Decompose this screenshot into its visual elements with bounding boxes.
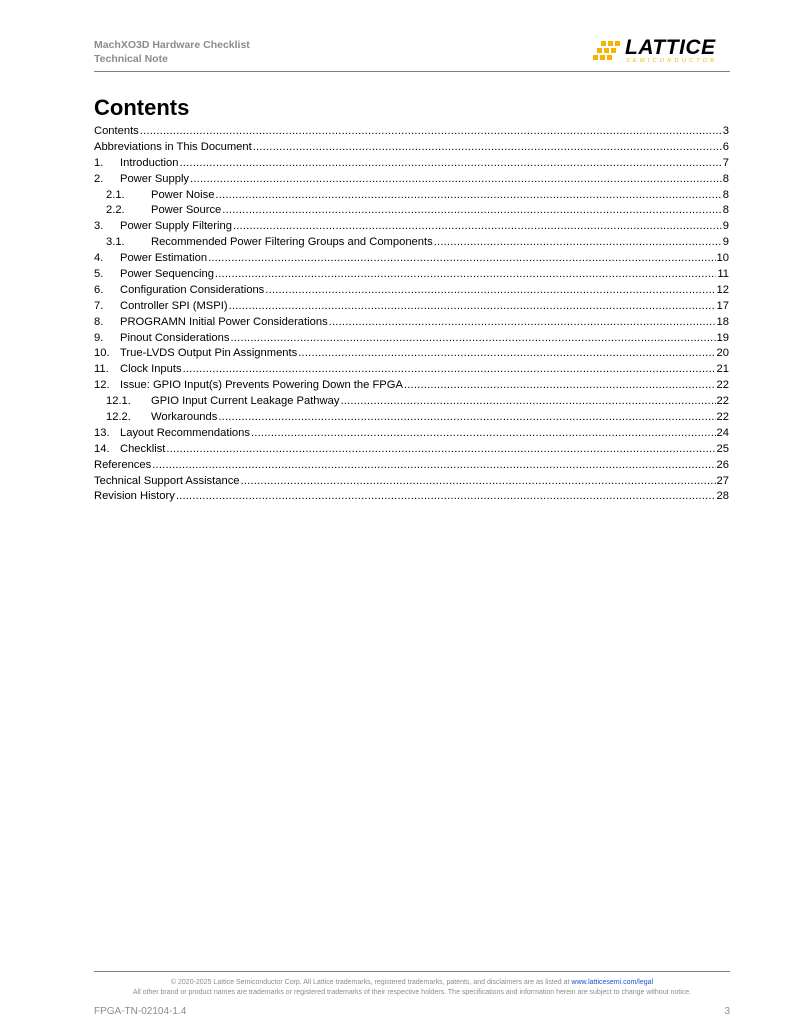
toc-entry-title: Pinout Considerations <box>120 331 230 344</box>
toc-entry-number: 6. <box>94 283 104 296</box>
toc-entry-number: 9. <box>94 331 104 344</box>
document-id: FPGA-TN-02104-1.4 <box>94 1006 187 1017</box>
toc-dot-leader <box>152 458 715 474</box>
toc-dot-leader <box>166 442 715 458</box>
toc-entry[interactable] <box>94 299 729 315</box>
toc-entry[interactable] <box>94 426 729 442</box>
logo-subtext: SEMICONDUCTOR <box>626 58 718 64</box>
toc-entry-number: 11. <box>94 363 109 376</box>
toc-entry[interactable] <box>94 458 729 474</box>
toc-dot-leader <box>233 219 722 235</box>
toc-entry-number: 3.1. <box>106 236 125 249</box>
lattice-logo <box>593 38 730 66</box>
toc-entry-title: Power Noise <box>151 188 215 201</box>
toc-entry-page: 26 <box>716 458 729 471</box>
toc-entry-title: Issue: GPIO Input(s) Prevents Powering Down the FPGA <box>120 379 403 392</box>
toc-entry-page: 10 <box>716 252 729 265</box>
toc-entry[interactable] <box>94 378 729 394</box>
toc-entry[interactable] <box>94 172 729 188</box>
toc-entry[interactable] <box>94 442 729 458</box>
toc-entry[interactable] <box>94 283 729 299</box>
toc-entry-title: Clock Inputs <box>120 363 182 376</box>
toc-entry[interactable] <box>94 203 729 219</box>
page-number: 3 <box>724 1006 730 1017</box>
toc-dot-leader <box>229 299 716 315</box>
toc-entry-title: Contents <box>94 125 139 137</box>
toc-entry-title: Abbreviations in This Document <box>94 140 252 153</box>
footer-legal-line-2: All other brand or product names are trademarks or registered trademarks of their respective holders. The specifications and information herein are subject to change without notice. <box>132 989 692 996</box>
toc-entry-page: 22 <box>716 411 729 424</box>
toc-entry[interactable] <box>94 346 729 362</box>
logo-wordmark: LATTICE <box>625 36 716 59</box>
toc-entry-title: Configuration Considerations <box>120 283 265 296</box>
toc-entry[interactable] <box>94 410 729 426</box>
toc-entry-page: 19 <box>716 331 729 344</box>
toc-entry[interactable] <box>94 235 729 251</box>
toc-entry-page: 8 <box>722 188 729 201</box>
toc-entry[interactable] <box>94 331 729 347</box>
toc-dot-leader <box>230 331 715 347</box>
toc-entry-page: 3 <box>722 125 729 137</box>
toc-dot-leader <box>208 251 715 267</box>
toc-dot-leader <box>340 394 715 410</box>
toc-entry-page: 25 <box>716 442 729 455</box>
toc-entry-number: 2.2. <box>106 204 125 217</box>
toc-entry[interactable] <box>94 489 729 505</box>
toc-dot-leader <box>265 283 715 299</box>
toc-entry-number: 13. <box>94 426 110 439</box>
toc-entry[interactable] <box>94 219 729 235</box>
toc-entry-number: 10. <box>94 347 110 360</box>
toc-entry-number: 14. <box>94 442 110 455</box>
toc-entry-page: 11 <box>717 268 729 281</box>
toc-entry-title: Controller SPI (MSPI) <box>120 299 228 312</box>
toc-entry-title: Workarounds <box>151 411 218 424</box>
toc-entry-title: Power Supply Filtering <box>120 220 232 233</box>
toc-entry-title: GPIO Input Current Leakage Pathway <box>151 395 340 408</box>
toc-dot-leader <box>215 267 716 283</box>
toc-entry-title: Recommended Power Filtering Groups and Components <box>151 236 433 249</box>
toc-dot-leader <box>218 410 715 426</box>
toc-entry-page: 8 <box>722 204 729 217</box>
toc-entry[interactable] <box>94 474 729 490</box>
toc-dot-leader <box>176 489 716 505</box>
document-title: MachXO3D Hardware Checklist <box>94 39 250 51</box>
legal-link[interactable]: www.latticesemi.com/legal <box>571 979 654 986</box>
toc-entry-page: 18 <box>716 315 729 328</box>
toc-dot-leader <box>298 346 715 362</box>
toc-entry-page: 17 <box>716 299 729 312</box>
toc-entry-number: 7. <box>94 299 104 312</box>
toc-entry-title: PROGRAMN Initial Power Considerations <box>120 315 328 328</box>
toc-entry[interactable] <box>94 156 729 172</box>
toc-entry-number: 12. <box>94 379 110 392</box>
footer-legal-line-1 <box>94 978 730 988</box>
toc-entry-title: True-LVDS Output Pin Assignments <box>120 347 298 360</box>
toc-entry-page: 24 <box>716 426 729 439</box>
toc-entry-title: Technical Support Assistance <box>94 474 240 487</box>
toc-entry-page: 28 <box>716 490 729 503</box>
toc-entry[interactable] <box>94 140 729 156</box>
toc-entry-title: Layout Recommendations <box>120 426 250 439</box>
toc-dot-leader <box>434 235 722 251</box>
document-header <box>94 38 250 66</box>
toc-entry-number: 2.1. <box>106 188 125 201</box>
toc-entry-page: 21 <box>716 363 729 376</box>
toc-entry[interactable] <box>94 362 729 378</box>
document-subtitle: Technical Note <box>94 53 168 65</box>
toc-entry[interactable] <box>94 394 729 410</box>
toc-entry-number: 12.1. <box>106 395 131 408</box>
toc-entry-title: Power Estimation <box>120 252 208 265</box>
toc-entry-number: 8. <box>94 315 104 328</box>
toc-dot-leader <box>241 474 716 490</box>
toc-dot-leader <box>253 140 722 156</box>
toc-entry-title: Power Source <box>151 204 222 217</box>
toc-entry[interactable] <box>94 315 729 331</box>
toc-entry-page: 27 <box>716 474 729 487</box>
toc-entry-page: 9 <box>722 220 729 233</box>
toc-entry-number: 12.2. <box>106 411 131 424</box>
toc-entry-title: References <box>94 458 152 471</box>
toc-entry-page: 7 <box>722 156 729 169</box>
toc-dot-leader <box>140 124 722 140</box>
toc-entry-page: 22 <box>716 395 729 408</box>
toc-entry-title: Revision History <box>94 490 175 503</box>
toc-entry-page: 22 <box>716 379 729 392</box>
toc-entry-number: 1. <box>94 156 104 169</box>
toc-entry-page: 20 <box>716 347 729 360</box>
toc-entry-page: 9 <box>722 236 729 249</box>
toc-dot-leader <box>183 362 716 378</box>
footer-divider <box>94 971 730 972</box>
lattice-grid-icon <box>593 41 623 62</box>
footer-legal-text: © 2020-2025 Lattice Semiconductor Corp. All Lattice trademarks, registered trademarks, patents, and disclaimers are as listed at <box>170 979 570 986</box>
toc-entry-page: 12 <box>716 283 729 296</box>
toc-entry-number: 2. <box>94 172 104 185</box>
toc-dot-leader <box>404 378 716 394</box>
toc-entry[interactable] <box>94 251 729 267</box>
toc-entry[interactable] <box>94 124 729 140</box>
toc-entry[interactable] <box>94 188 729 204</box>
toc-entry-title: Checklist <box>120 442 166 455</box>
toc-entry-title: Introduction <box>120 156 179 169</box>
toc-dot-leader <box>215 188 721 204</box>
toc-dot-leader <box>179 156 721 172</box>
toc-entry-title: Power Sequencing <box>120 268 214 281</box>
toc-entry-page: 6 <box>722 140 729 153</box>
header-divider <box>94 71 730 72</box>
toc-entry-page: 8 <box>722 172 729 185</box>
toc-entry-title: Power Supply <box>120 172 190 185</box>
toc-entry-number: 5. <box>94 268 104 281</box>
table-of-contents <box>94 124 729 505</box>
toc-dot-leader <box>329 315 716 331</box>
toc-entry-number: 3. <box>94 220 104 233</box>
toc-entry[interactable] <box>94 267 729 283</box>
toc-dot-leader <box>222 203 721 219</box>
toc-dot-leader <box>190 172 722 188</box>
toc-entry-number: 4. <box>94 252 104 265</box>
contents-heading: Contents <box>94 95 190 120</box>
toc-dot-leader <box>251 426 716 442</box>
